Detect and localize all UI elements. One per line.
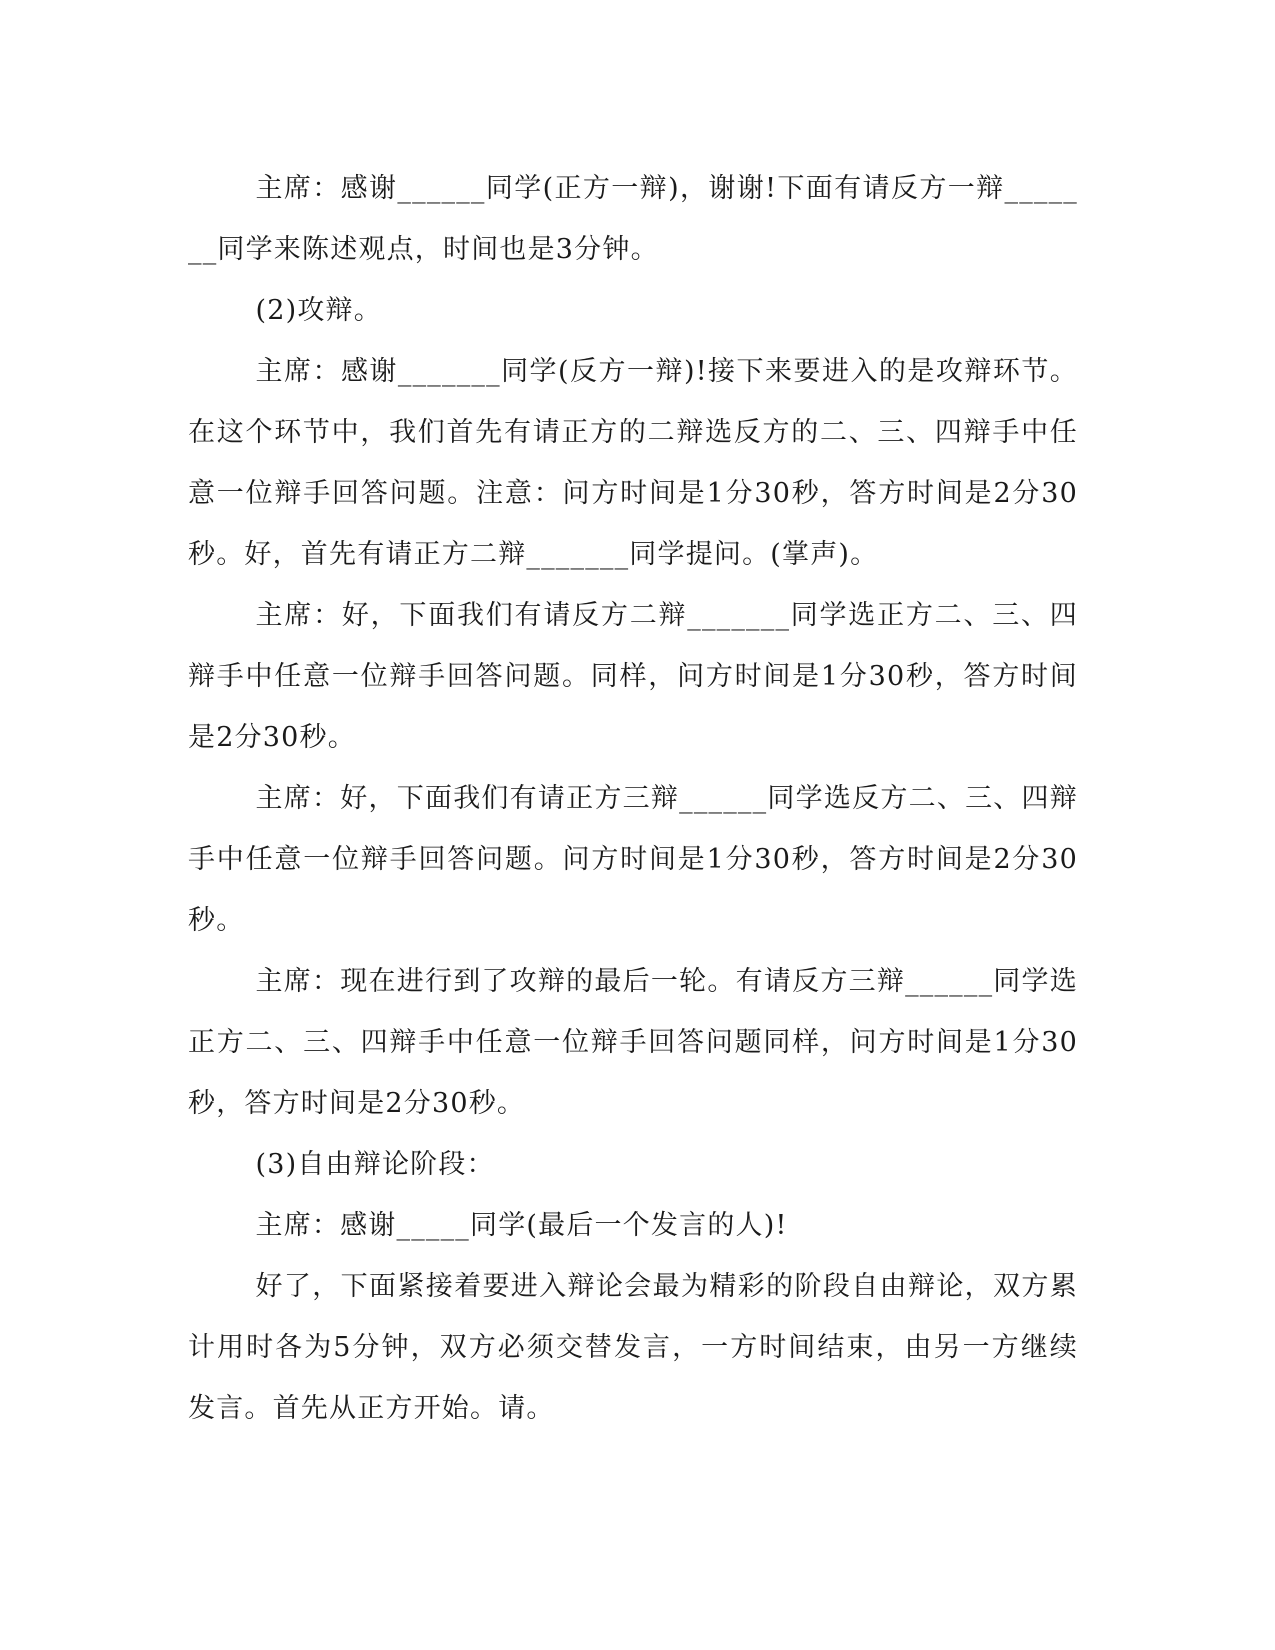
paragraph-chair-last-round: 主席：现在进行到了攻辩的最后一轮。有请反方三辩______同学选正方二、三、四辩手中任意一位辩手回答问题同样，问方时间是1分30秒，答方时间是2分30秒。 bbox=[188, 966, 1078, 1119]
paragraph-chair-affirmative-third: 主席：好，下面我们有请正方三辩______同学选反方二、三、四辩手中任意一位辩手回答问题。问方时间是1分30秒，答方时间是2分30秒。 bbox=[188, 783, 1078, 936]
paragraph-section-free-debate: (3)自由辩论阶段： bbox=[255, 1149, 495, 1180]
paragraph-free-debate-rules: 好了，下面紧接着要进入辩论会最为精彩的阶段自由辩论，双方累计用时各为5分钟，双方必须交替发言，一方时间结束，由另一方继续发言。首先从正方开始。请。 bbox=[188, 1271, 1078, 1424]
paragraph-chair-negative-second: 主席：好，下面我们有请反方二辩_______同学选正方二、三、四辩手中任意一位辩手回答问题。同样，问方时间是1分30秒，答方时间是2分30秒。 bbox=[188, 600, 1078, 753]
paragraph-chair-thanks-last-speaker: 主席：感谢_____同学(最后一个发言的人)! bbox=[255, 1210, 788, 1241]
paragraph-chair-thanks-first-affirmative: 主席：感谢______同学(正方一辩)，谢谢!下面有请反方一辩_______同学来陈述观点，时间也是3分钟。 bbox=[188, 173, 1078, 265]
paragraph-chair-cross-exam-intro: 主席：感谢_______同学(反方一辩)!接下来要进入的是攻辩环节。在这个环节中，我们首先有请正方的二辩选反方的二、三、四辩手中任意一位辩手回答问题。注意：问方时间是1分30秒，答方时间是2分30秒。好，首先有请正方二辩_______同学提问。(掌声)。 bbox=[188, 356, 1078, 570]
paragraph-section-cross-examination: (2)攻辩。 bbox=[255, 295, 382, 326]
document-body bbox=[188, 158, 1078, 1439]
